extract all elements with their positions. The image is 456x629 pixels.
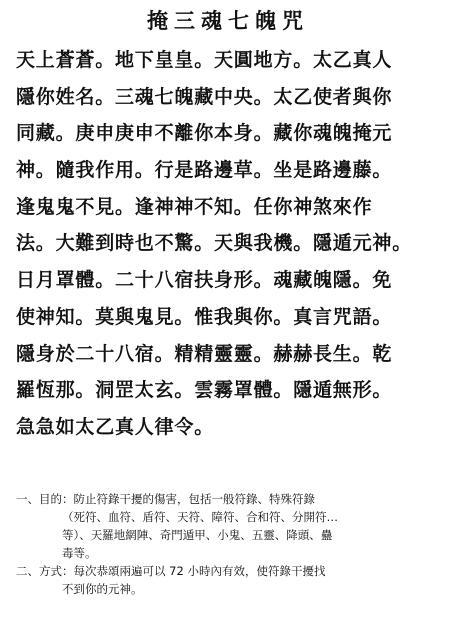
note-purpose-continued: 毒等。 (62, 546, 97, 560)
incantation-verse (16, 42, 446, 446)
note-purpose: 一、目的：防止符錄干擾的傷害，包括一般符錄、特殊符錄 (16, 492, 315, 506)
note-method: 二、方式：每次恭頌兩遍可以 72 小時內有效，使符錄干擾找 (16, 564, 326, 578)
verse-line: 隱身於二十八宿。精精靈靈。赫赫長生。乾 (16, 342, 393, 365)
notes-section (16, 490, 446, 598)
note-method-continued: 不到你的元神。 (62, 582, 143, 596)
verse-line: 急急如太乙真人律令。 (16, 415, 215, 438)
verse-line: 隱你姓名。三魂七魄藏中央。太乙使者與你 (16, 85, 393, 108)
verse-line: 神。隨我作用。行是路邊草。坐是路邊藤。 (16, 159, 393, 182)
verse-line: 天上蒼蒼。地下皇皇。天圓地方。太乙真人 (16, 49, 393, 71)
verse-line: 使神知。莫與鬼見。惟我與你。真言咒語。 (16, 305, 393, 328)
verse-line: 羅恆那。洞罡太玄。雲霧罩體。隱遁無形。 (16, 379, 393, 402)
verse-line: 法。大難到時也不驚。天與我機。隱遁元神。 (16, 232, 413, 255)
verse-line: 逢鬼鬼不見。逢神神不知。任你神煞來作 (16, 195, 373, 218)
verse-line: 日月罩體。二十八宿扶身形。魂藏魄隱。免 (16, 269, 393, 292)
verse-line: 同藏。庚申庚申不離你本身。藏你魂魄掩元 (16, 122, 393, 145)
note-purpose-continued: 等）、天羅地網陣、奇門遁甲、小鬼、五靈、降頭、蠱 (62, 528, 333, 542)
note-purpose-continued: （死符、血符、盾符、天符、障符、合和符、分開符… (62, 510, 338, 524)
page-title: 掩三魂七魄咒 (147, 8, 309, 33)
